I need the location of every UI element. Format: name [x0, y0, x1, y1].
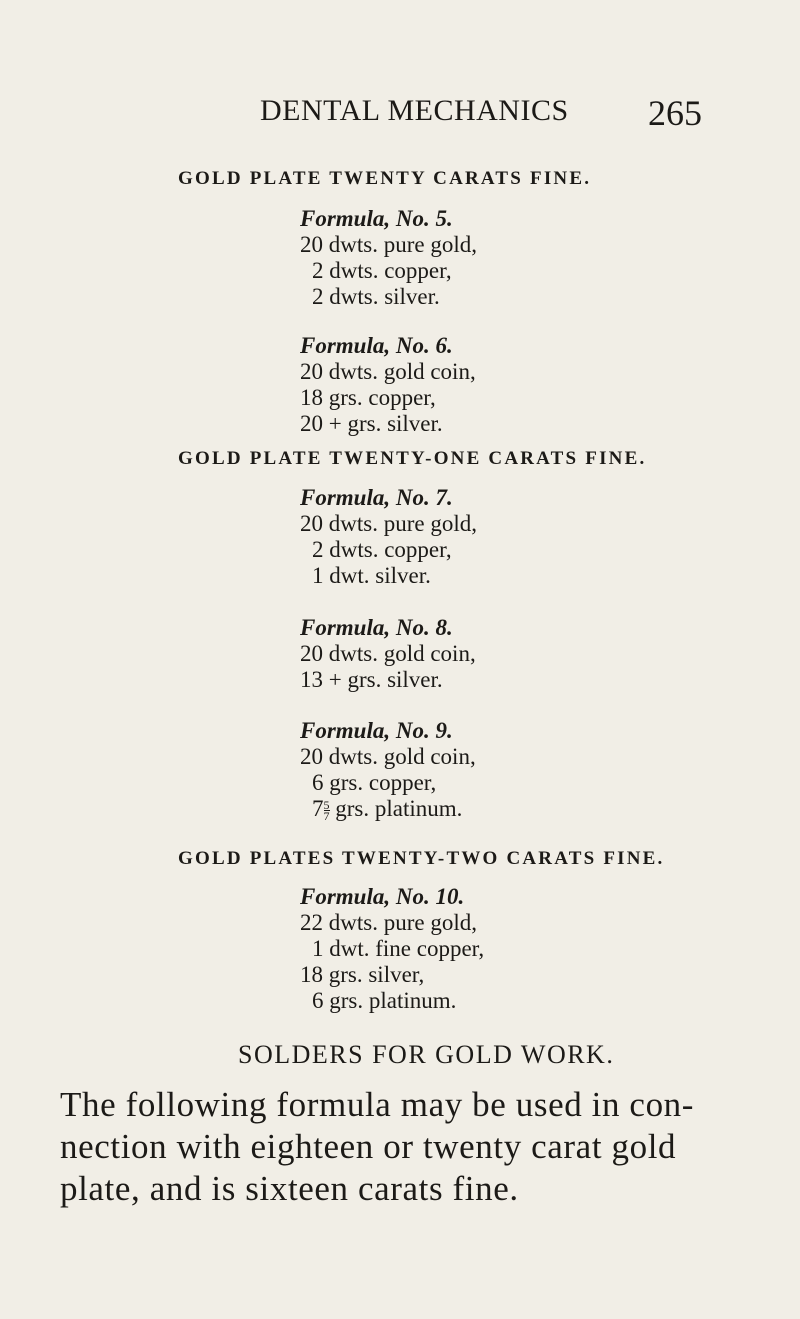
formula-line: 18 grs. silver,	[300, 962, 425, 987]
paragraph-line: The following formula may be used in con-	[60, 1085, 695, 1124]
formula-line: 20 dwts. pure gold,	[300, 511, 477, 536]
formula-line: 13 + grs. silver.	[300, 667, 443, 692]
formula-title: Formula, No. 8.	[300, 615, 453, 640]
formula-line: 2 dwts. silver.	[312, 284, 440, 309]
section-heading-twenty-two-carats: GOLD PLATES TWENTY-TWO CARATS FINE.	[178, 848, 665, 869]
page-number: 265	[648, 93, 702, 133]
formula-line: 2 dwts. copper,	[312, 537, 452, 562]
formula-title: Formula, No. 5.	[300, 206, 453, 231]
formula-6	[300, 333, 476, 437]
running-title: DENTAL MECHANICS	[260, 94, 569, 127]
formula-title: Formula, No. 6.	[300, 333, 453, 358]
formula-line-fraction	[300, 796, 476, 822]
formula-line: 20 + grs. silver.	[300, 411, 443, 436]
formula-line: 20 dwts. pure gold,	[300, 232, 477, 257]
formula-line: 20 dwts. gold coin,	[300, 744, 476, 769]
formula-10	[300, 884, 484, 1014]
paragraph-line: plate, and is sixteen carats fine.	[60, 1169, 519, 1208]
paragraph-line: nection with eighteen or twenty carat gold	[60, 1127, 677, 1166]
formula-line: 20 dwts. gold coin,	[300, 359, 476, 384]
formula-5	[300, 206, 477, 310]
formula-line: 18 grs. copper,	[300, 385, 436, 410]
formula-9	[300, 718, 476, 822]
formula-title: Formula, No. 10.	[300, 884, 465, 909]
formula-7	[300, 485, 477, 589]
formula-title: Formula, No. 7.	[300, 485, 453, 510]
formula-line: 22 dwts. pure gold,	[300, 910, 477, 935]
solders-heading: SOLDERS FOR GOLD WORK.	[238, 1040, 615, 1069]
fraction-numerator: 5	[323, 798, 330, 813]
formula-line: 1 dwt. silver.	[312, 563, 431, 588]
section-heading-twenty-carats: GOLD PLATE TWENTY CARATS FINE.	[178, 168, 592, 189]
formula-8	[300, 615, 476, 693]
formula-line: 6 grs. platinum.	[312, 988, 457, 1013]
formula-line: 2 dwts. copper,	[312, 258, 452, 283]
section-heading-twenty-one-carats: GOLD PLATE TWENTY-ONE CARATS FINE.	[178, 448, 647, 469]
fraction-whole: 7	[312, 796, 324, 821]
fraction-denominator: 7	[323, 809, 330, 824]
formula-title: Formula, No. 9.	[300, 718, 453, 743]
formula-line: 1 dwt. fine copper,	[312, 936, 485, 961]
fraction-rest: grs. platinum.	[329, 796, 463, 821]
body-paragraph	[60, 1084, 728, 1210]
formula-line: 6 grs. copper,	[312, 770, 437, 795]
formula-line: 20 dwts. gold coin,	[300, 641, 476, 666]
